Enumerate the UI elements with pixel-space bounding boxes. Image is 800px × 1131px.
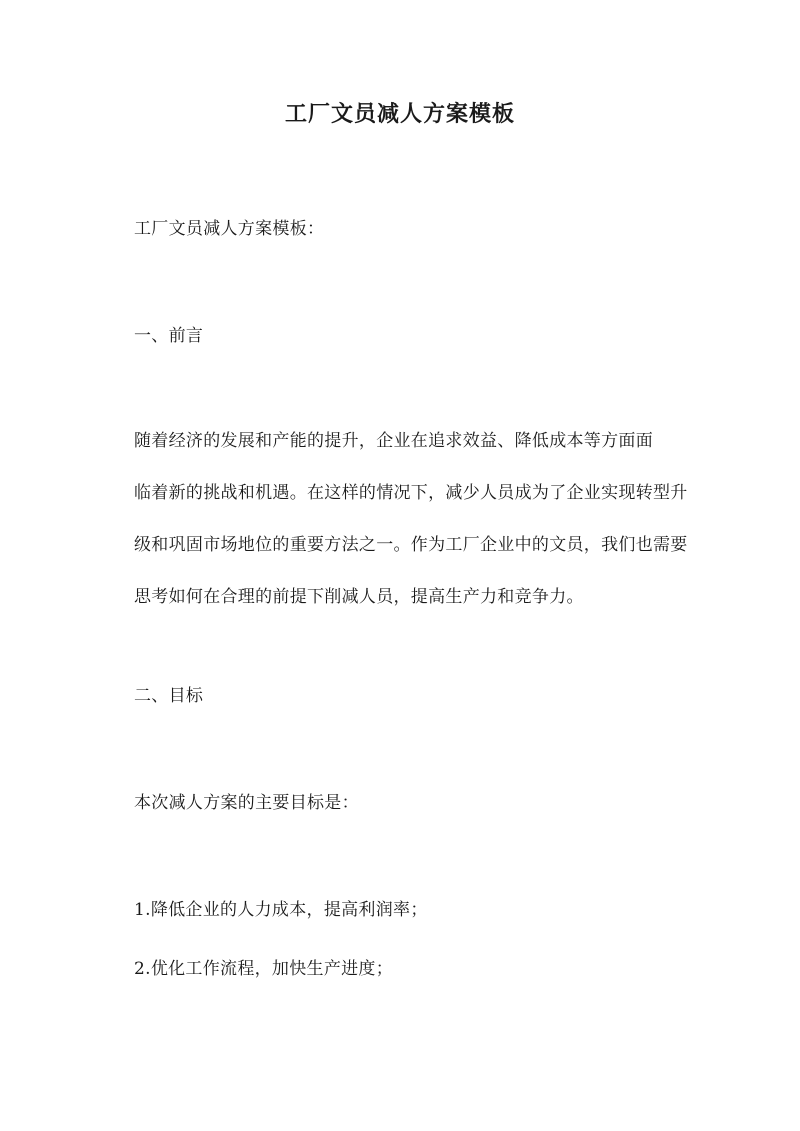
paragraph-line: 随着经济的发展和产能的提升，企业在追求效益、降低成本等方面面: [134, 431, 653, 451]
goal-item-2: 2.优化工作流程，加快生产进度；: [134, 959, 394, 979]
section-heading-goals: 二、目标: [134, 686, 204, 706]
paragraph-line: 思考如何在合理的前提下削减人员，提高生产力和竞争力。: [134, 587, 584, 607]
section-heading-preface: 一、前言: [134, 326, 204, 346]
intro-text: 工厂文员减人方案模板：: [134, 219, 325, 239]
paragraph-line: 级和巩固市场地位的重要方法之一。作为工厂企业中的文员，我们也需要: [134, 535, 688, 555]
document-title: 工厂文员减人方案模板: [284, 101, 515, 127]
preface-paragraph: [134, 428, 714, 636]
goal-item-1: 1.降低企业的人力成本，提高利润率；: [134, 900, 428, 920]
goals-intro-text: 本次减人方案的主要目标是：: [134, 793, 359, 813]
paragraph-line: 临着新的挑战和机遇。在这样的情况下，减少人员成为了企业实现转型升: [134, 483, 688, 503]
